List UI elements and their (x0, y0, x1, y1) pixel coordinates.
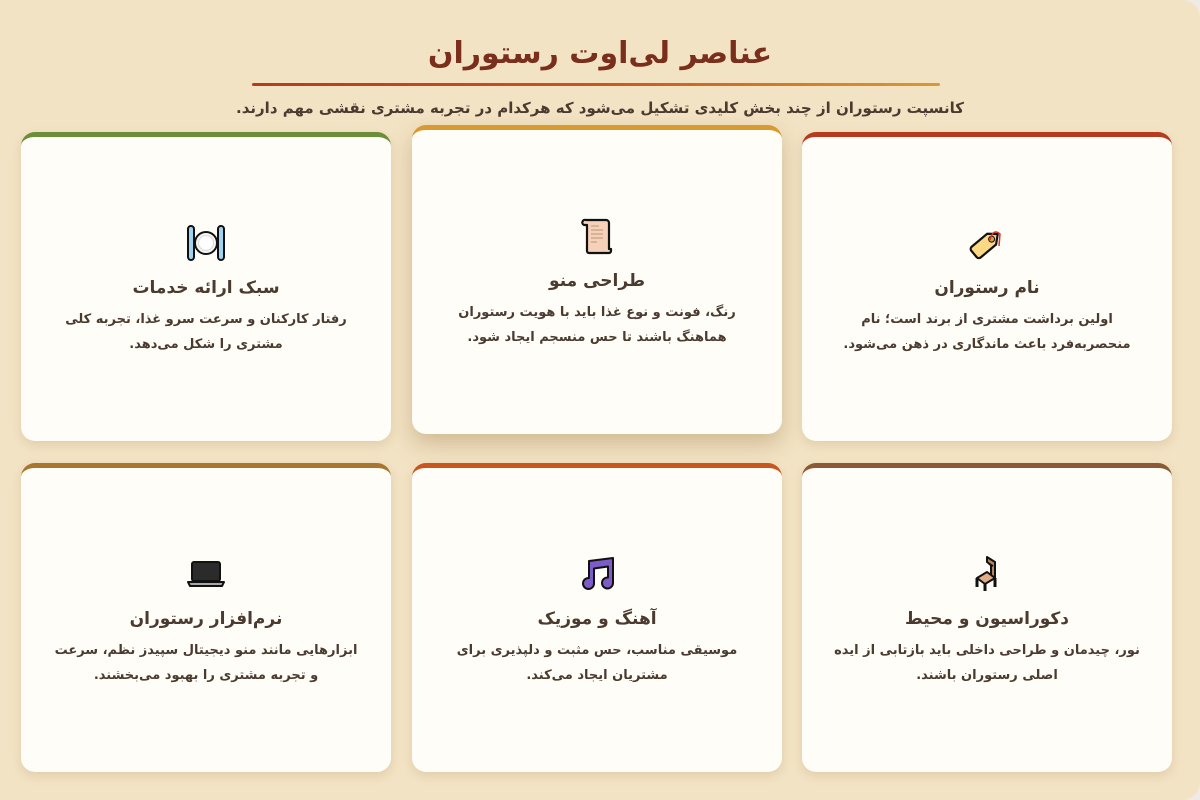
card-title: نام رستوران (934, 278, 1040, 298)
scroll-menu-icon (575, 214, 619, 258)
laptop-icon (184, 552, 228, 596)
page-subtitle: کانسپت رستوران از چند بخش کلیدی تشکیل می‌شود که هرکدام در تجربه مشتری نقشی مهم دارند. (236, 99, 964, 117)
title-underline (252, 83, 940, 86)
card-description: نور، چیدمان و طراحی داخلی باید بازتابی از ایده اصلی رستوران باشند. (834, 643, 1140, 683)
chair-icon (965, 552, 1009, 596)
card-title: دکوراسیون و محیط (904, 609, 1070, 629)
card-description: ابزارهایی مانند منو دیجیتال سپیدز نظم، سرعت و تجربه مشتری را بهبود می‌بخشند. (54, 643, 358, 683)
card-title: سبک ارائه خدمات (132, 278, 280, 298)
card-service-style[interactable] (21, 132, 391, 441)
card-music[interactable] (412, 463, 782, 772)
card-decoration[interactable] (802, 463, 1172, 772)
card-software[interactable] (21, 463, 391, 772)
price-tag-icon (965, 221, 1009, 265)
card-description: اولین برداشت مشتری از برند است؛ نام منحصربه‌فرد باعث ماندگاری در ذهن می‌شود. (843, 312, 1131, 352)
card-menu-design[interactable] (412, 125, 782, 434)
card-title: آهنگ و موزیک (537, 609, 657, 629)
card-title: طراحی منو (549, 271, 645, 291)
card-description: رنگ، فونت و نوع غذا باید با هویت رستوران هماهنگ باشند تا حس منسجم ایجاد شود. (458, 305, 736, 345)
card-description: رفتار کارکنان و سرعت سرو غذا، تجربه کلی مشتری را شکل می‌دهد. (65, 312, 347, 352)
card-restaurant-name[interactable] (802, 132, 1172, 441)
card-title: نرم‌افزار رستوران (129, 609, 283, 629)
card-description: موسیقی مناسب، حس مثبت و دلپذیری برای مشتریان ایجاد می‌کند. (456, 643, 738, 683)
fork-knife-plate-icon (184, 221, 228, 265)
music-note-icon (575, 552, 619, 596)
page-title: عناصر لی‌اوت رستوران (427, 36, 773, 71)
